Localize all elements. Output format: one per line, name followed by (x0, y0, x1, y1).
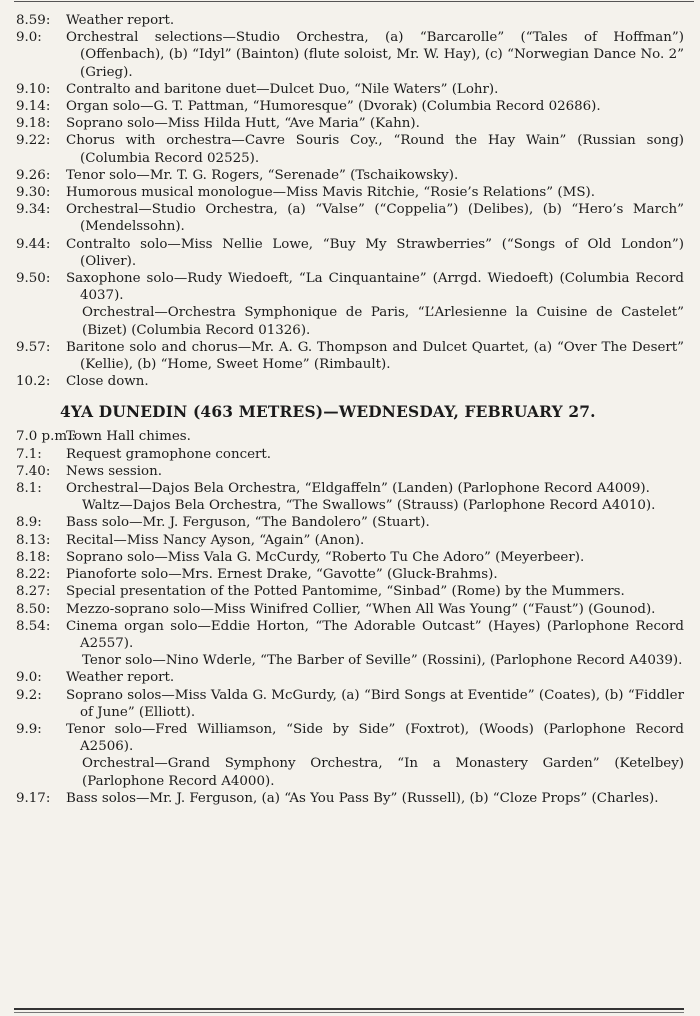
programme-entry (0, 532, 700, 549)
entry-text: Chorus with orchestra—Cavre Souris Coy., “Round the Hay Wain” (Russian song) (Columbia Record 02525). (66, 133, 684, 166)
programme-entry (0, 687, 700, 721)
programme-entry (0, 270, 700, 304)
programme-entry-continued (0, 755, 700, 789)
entry-text: Tenor solo—Fred Williamson, “Side by Side” (Foxtrot), (Woods) (Parlophone Record A2506). (66, 721, 684, 755)
entry-text: Organ solo—G. T. Pattman, “Humoresque” (Dvorak) (Columbia Record 02686). (66, 99, 601, 115)
programme-entry (0, 669, 700, 686)
programme-entry (0, 618, 700, 652)
entry-text: Soprano solo—Miss Vala G. McCurdy, “Roberto Tu Che Adoro” (Meyerbeer). (66, 549, 585, 565)
entry-time: 9.2: (16, 687, 42, 703)
entry-text: Soprano solo—Miss Hilda Hutt, “Ave Maria” (Kahn). (66, 116, 420, 132)
entry-time: 9.22: (16, 133, 51, 149)
entry-text: Soprano solos—Miss Valda G. McGurdy, (a) “Bird Songs at Eventide” (Coates), (b) “Fiddler of June” (Elliott). (66, 687, 684, 720)
entry-text: Contralto solo—Miss Nellie Lowe, “Buy My Strawberries” (“Songs of Old London”) (Oliver). (66, 236, 684, 269)
entry-text: Orchestral—Grand Symphony Orchestra, “In a Monastery Garden” (Ketelbey) (Parlophone Record A4000). (82, 756, 684, 789)
programme-page (0, 12, 700, 807)
entry-time: 8.18: (16, 549, 51, 565)
programme-entry (0, 339, 700, 373)
entry-text: Recital—Miss Nancy Ayson, “Again” (Anon). (66, 532, 365, 548)
entry-time: 7.40: (16, 463, 51, 479)
entry-text: Bass solo—Mr. J. Ferguson, “The Bandolero” (Stuart). (66, 515, 430, 531)
bottom-rule (14, 1008, 684, 1010)
entry-time: 9.0: (16, 670, 42, 686)
entry-time: 8.50: (16, 601, 51, 617)
entry-time: 9.0: (16, 30, 42, 46)
bottom-rule-thin (14, 1012, 684, 1013)
programme-entry-continued (0, 652, 700, 669)
entry-time: 9.57: (16, 339, 51, 355)
programme-entry (0, 721, 700, 755)
programme-entry (0, 583, 700, 600)
programme-entry (0, 373, 700, 390)
programme-entry (0, 201, 700, 235)
programme-entry (0, 236, 700, 270)
programme-entry (0, 132, 700, 166)
entry-time: 7.0 p.m.: (16, 429, 76, 445)
entry-time: 8.9: (16, 515, 42, 531)
entry-time: 8.1: (16, 481, 42, 497)
entry-time: 9.44: (16, 236, 51, 252)
entry-text: Waltz—Dajos Bela Orchestra, “The Swallows” (Strauss) (Parlophone Record A4010). (82, 498, 656, 514)
entry-text: Orchestral selections—Studio Orchestra, (a) “Barcarolle” (“Tales of Hoffman”) (Offenbach), (b) “Idyl” (Bainton) (flute soloist, Mr. W. Hay), (c) “Norwegian Dance No. 2” (Grieg). (66, 30, 684, 80)
entry-text: Close down. (66, 374, 149, 390)
programme-entry (0, 98, 700, 115)
entry-text: Saxophone solo—Rudy Wiedoeft, “La Cinquantaine” (Arrgd. Wiedoeft) (Columbia Record 4037). (66, 271, 684, 304)
programme-entry (0, 428, 700, 445)
top-rule (14, 1, 694, 2)
entry-time: 8.13: (16, 532, 51, 548)
entry-text: Contralto and baritone duet—Dulcet Duo, “Nile Waters” (Lohr). (66, 81, 499, 97)
entry-time: 9.18: (16, 116, 51, 132)
entry-text: Weather report. (66, 670, 175, 686)
entry-text: Tenor solo—Nino Wderle, “The Barber of Seville” (Rossini), (Parlophone Record A4039). (82, 653, 683, 669)
station-heading: 4YA DUNEDIN (463 METRES)—WEDNESDAY, FEBRUARY 27. (60, 403, 596, 422)
programme-entry (0, 480, 700, 497)
entry-text: Town Hall chimes. (66, 429, 191, 445)
entry-time: 7.1: (16, 446, 42, 462)
programme-entry (0, 514, 700, 531)
entry-text: Tenor solo—Mr. T. G. Rogers, “Serenade” (Tschaikowsky). (66, 167, 459, 183)
programme-entry (0, 12, 700, 29)
programme-entry-continued (0, 304, 700, 338)
entry-text: Pianoforte solo—Mrs. Ernest Drake, “Gavotte” (Gluck-Brahms). (66, 567, 498, 583)
programme-entry (0, 463, 700, 480)
entry-time: 9.14: (16, 99, 51, 115)
entry-text: Orchestral—Orchestra Symphonique de Paris, “L’Arlesienne la Cuisine de Castelet” (Bizet) (Columbia Record 01326). (82, 305, 684, 338)
entry-text: Cinema organ solo—Eddie Horton, “The Adorable Outcast” (Hayes) (Parlophone Record A2557). (66, 618, 684, 651)
programme-entry (0, 115, 700, 132)
entry-text: Baritone solo and chorus—Mr. A. G. Thompson and Dulcet Quartet, (a) “Over The Desert” (Kellie), (b) “Home, Sweet Home” (Rimbault). (66, 339, 684, 373)
entry-text: Mezzo-soprano solo—Miss Winifred Collier, “When All Was Young” (“Faust”) (Gounod). (66, 601, 656, 617)
entry-time: 10.2: (16, 374, 51, 390)
programme-section-2 (0, 428, 700, 806)
programme-section-1 (0, 12, 700, 390)
programme-entry (0, 566, 700, 583)
entry-time: 9.10: (16, 81, 51, 97)
entry-text: Request gramophone concert. (66, 446, 272, 462)
programme-entry (0, 81, 700, 98)
programme-entry (0, 446, 700, 463)
entry-text: Special presentation of the Potted Pantomime, “Sinbad” (Rome) by the Mummers. (66, 584, 625, 600)
entry-time: 9.17: (16, 790, 51, 806)
entry-text: Bass solos—Mr. J. Ferguson, (a) “As You Pass By” (Russell), (b) “Cloze Props” (Charles). (66, 790, 659, 806)
entry-text: News session. (66, 463, 162, 479)
entry-time: 9.9: (16, 721, 42, 737)
entry-time: 8.22: (16, 567, 51, 583)
programme-entry (0, 790, 700, 807)
entry-text: Orchestral—Dajos Bela Orchestra, “Eldgaffeln” (Landen) (Parlophone Record A4009). (66, 481, 650, 497)
entry-time: 9.50: (16, 271, 51, 287)
entry-text: Orchestral—Studio Orchestra, (a) “Valse” (“Coppelia”) (Delibes), (b) “Hero’s March” (Mendelssohn). (66, 202, 684, 235)
entry-text: Weather report. (66, 13, 175, 28)
programme-entry (0, 167, 700, 184)
entry-time: 8.54: (16, 618, 51, 634)
programme-entry (0, 29, 700, 81)
entry-time: 9.26: (16, 167, 51, 183)
entry-time: 9.34: (16, 202, 51, 218)
entry-time: 8.27: (16, 584, 51, 600)
programme-entry (0, 184, 700, 201)
programme-entry (0, 549, 700, 566)
entry-time: 9.30: (16, 185, 51, 201)
entry-text: Humorous musical monologue—Miss Mavis Ritchie, “Rosie’s Relations” (MS). (66, 185, 595, 201)
programme-entry (0, 601, 700, 618)
programme-entry-continued (0, 497, 700, 514)
entry-time: 8.59: (16, 13, 51, 28)
